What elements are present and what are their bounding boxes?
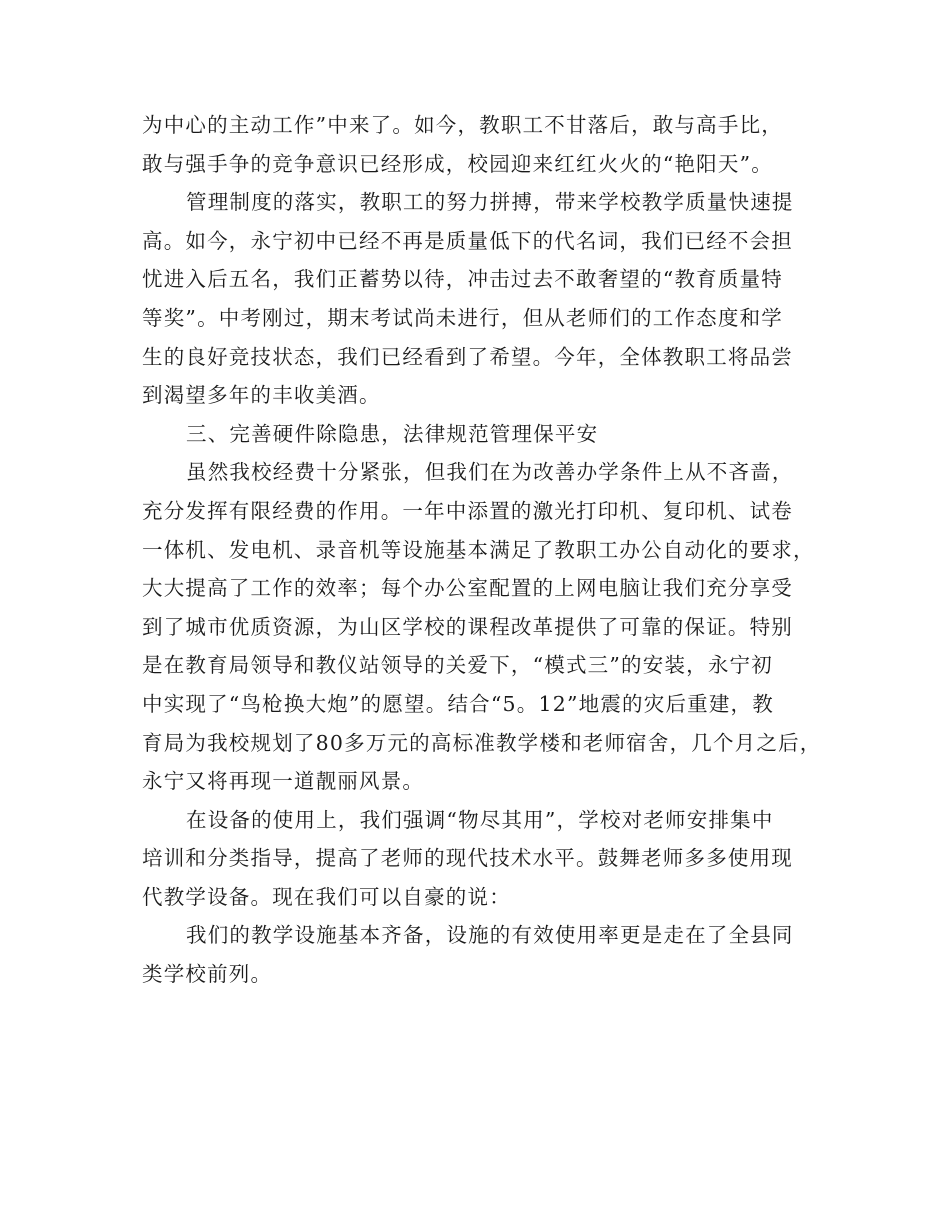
text-line: 代教学设备。现在我们可以自豪的说： xyxy=(142,884,511,909)
text-line: 到了城市优质资源，为山区学校的课程改革提供了可靠的保证。特别 xyxy=(142,614,793,639)
text-line: 高。如今，永宁初中已经不再是质量低下的代名词，我们已经不会担 xyxy=(142,228,793,253)
text-line: 培训和分类指导，提高了老师的现代技术水平。鼓舞老师多多使用现 xyxy=(142,846,793,871)
text-line: 是在教育局领导和教仪站领导的关爱下，“模式三”的安装，永宁初 xyxy=(142,653,773,678)
text-line: 到渴望多年的丰收美酒。 xyxy=(142,383,381,408)
text-line: 永宁又将再现一道靓丽风景。 xyxy=(142,769,425,794)
text-line: 类学校前列。 xyxy=(142,962,273,987)
paragraph-start-line: 我们的教学设施基本齐备，设施的有效使用率更是走在了全县同 xyxy=(186,923,794,948)
text-line: 忧进入后五名，我们正蓄势以待，冲击过去不敢奢望的“教育质量特 xyxy=(142,267,783,292)
text-line: 育局为我校规划了80多万元的高标准教学楼和老师宿舍，几个月之后， xyxy=(142,730,822,755)
paragraph-start-line: 虽然我校经费十分紧张，但我们在为改善办学条件上从不吝啬， xyxy=(186,460,794,485)
text-line: 中实现了“鸟枪换大炮”的愿望。结合“5。12”地震的灾后重建，教 xyxy=(142,691,774,716)
text-line: 大大提高了工作的效率；每个办公室配置的上网电脑让我们充分享受 xyxy=(142,576,793,601)
text-line: 为中心的主动工作”中来了。如今，教职工不甘落后，敢与高手比， xyxy=(142,113,783,137)
text-line: 一体机、发电机、录音机等设施基本满足了教职工办公自动化的要求， xyxy=(142,537,815,562)
text-line: 充分发挥有限经费的作用。一年中添置的激光打印机、复印机、试卷 xyxy=(142,498,793,523)
document-body xyxy=(142,106,822,994)
text-line: 生的良好竞技状态，我们已经看到了希望。今年，全体教职工将品尝 xyxy=(142,344,793,369)
section-heading: 三、完善硬件除隐患，法律规范管理保平安 xyxy=(186,421,599,446)
text-line: 敢与强手争的竞争意识已经形成，校园迎来红红火火的“艳阳天”。 xyxy=(142,151,773,176)
text-line: 等奖”。中考刚过，期末考试尚未进行，但从老师们的工作态度和学 xyxy=(142,305,783,330)
paragraph-start-line: 管理制度的落实，教职工的努力拼搏，带来学校教学质量快速提 xyxy=(186,190,794,215)
paragraph-start-line: 在设备的使用上，我们强调“物尽其用”，学校对老师安排集中 xyxy=(186,807,774,832)
